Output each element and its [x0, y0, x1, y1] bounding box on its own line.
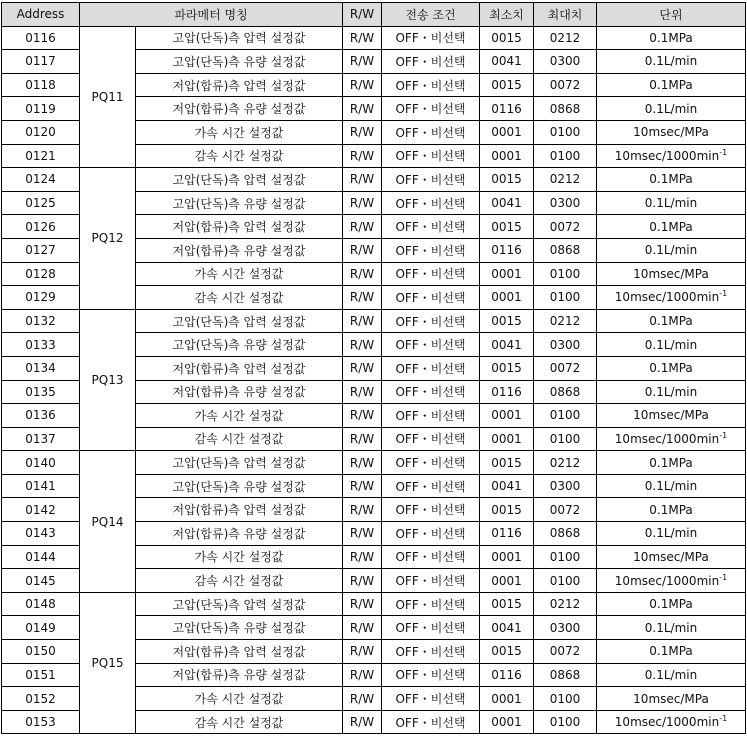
max-cell: 0072	[534, 215, 597, 239]
max-cell: 0100	[534, 262, 597, 286]
unit-cell	[597, 97, 746, 121]
max-cell: 0300	[534, 616, 597, 640]
max-cell: 0212	[534, 168, 597, 192]
unit-text: 0.1L/min	[644, 526, 698, 541]
unit-cell	[597, 120, 746, 144]
unit-text: 0.1MPa	[649, 502, 693, 517]
min-cell: 0001	[480, 569, 534, 593]
address-cell: 0150	[2, 640, 80, 664]
transfer-condition-cell: OFF・비선택	[382, 687, 480, 711]
rw-cell: R/W	[343, 144, 382, 168]
group-cell: PQ14	[80, 451, 136, 593]
min-cell: 0001	[480, 687, 534, 711]
unit-cell	[597, 238, 746, 262]
transfer-condition-cell: OFF・비선택	[382, 545, 480, 569]
address-cell: 0151	[2, 663, 80, 687]
unit-cell	[597, 569, 746, 593]
max-cell: 0300	[534, 50, 597, 74]
transfer-condition-cell: OFF・비선택	[382, 144, 480, 168]
table-row	[2, 451, 746, 475]
unit-cell	[597, 498, 746, 522]
rw-cell: R/W	[343, 427, 382, 451]
transfer-condition-cell: OFF・비선택	[382, 191, 480, 215]
unit-text: 0.1L/min	[644, 479, 698, 494]
min-cell: 0001	[480, 286, 534, 310]
parameter-name-cell: 가속 시간 설정값	[136, 545, 343, 569]
max-cell: 0072	[534, 73, 597, 97]
max-cell: 0212	[534, 451, 597, 475]
transfer-condition-cell: OFF・비선택	[382, 640, 480, 664]
max-cell: 0100	[534, 569, 597, 593]
min-cell: 0041	[480, 474, 534, 498]
unit-text: 10msec/MPa	[633, 691, 709, 706]
parameter-name-cell: 가속 시간 설정값	[136, 120, 343, 144]
transfer-condition-cell: OFF・비선택	[382, 474, 480, 498]
unit-text: 0.1L/min	[644, 337, 698, 352]
max-cell: 0300	[534, 474, 597, 498]
rw-cell: R/W	[343, 380, 382, 404]
address-cell: 0143	[2, 522, 80, 546]
unit-cell	[597, 404, 746, 428]
unit-cell	[597, 333, 746, 357]
min-cell: 0001	[480, 710, 534, 734]
transfer-condition-cell: OFF・비선택	[382, 215, 480, 239]
rw-cell: R/W	[343, 569, 382, 593]
rw-cell: R/W	[343, 50, 382, 74]
table-row	[2, 309, 746, 333]
unit-cell	[597, 616, 746, 640]
address-cell: 0127	[2, 238, 80, 262]
address-cell: 0140	[2, 451, 80, 475]
header-parameter-name: 파라메터 명칭	[80, 3, 343, 27]
unit-text: 10msec/MPa	[633, 549, 709, 564]
unit-text: 0.1MPa	[649, 597, 693, 612]
address-cell: 0119	[2, 97, 80, 121]
parameter-name-cell: 고압(단독)측 유량 설정값	[136, 616, 343, 640]
header-rw: R/W	[343, 3, 382, 27]
min-cell: 0116	[480, 238, 534, 262]
parameter-name-cell: 고압(단독)측 압력 설정값	[136, 26, 343, 50]
transfer-condition-cell: OFF・비선택	[382, 262, 480, 286]
address-cell: 0145	[2, 569, 80, 593]
unit-cell	[597, 522, 746, 546]
rw-cell: R/W	[343, 333, 382, 357]
max-cell: 0868	[534, 380, 597, 404]
rw-cell: R/W	[343, 663, 382, 687]
unit-superscript: -1	[719, 430, 728, 440]
max-cell: 0868	[534, 238, 597, 262]
parameter-name-cell: 저압(합류)측 유량 설정값	[136, 238, 343, 262]
max-cell: 0100	[534, 120, 597, 144]
min-cell: 0116	[480, 97, 534, 121]
unit-text: 0.1MPa	[649, 314, 693, 329]
unit-text: 10msec/1000min	[614, 290, 720, 305]
transfer-condition-cell: OFF・비선택	[382, 50, 480, 74]
rw-cell: R/W	[343, 710, 382, 734]
group-cell: PQ12	[80, 168, 136, 310]
group-cell: PQ11	[80, 26, 136, 168]
address-cell: 0153	[2, 710, 80, 734]
address-cell: 0134	[2, 356, 80, 380]
table-body	[2, 26, 746, 734]
max-cell: 0100	[534, 710, 597, 734]
address-cell: 0120	[2, 120, 80, 144]
max-cell: 0100	[534, 687, 597, 711]
min-cell: 0041	[480, 616, 534, 640]
max-cell: 0072	[534, 498, 597, 522]
address-cell: 0132	[2, 309, 80, 333]
unit-cell	[597, 309, 746, 333]
transfer-condition-cell: OFF・비선택	[382, 286, 480, 310]
rw-cell: R/W	[343, 168, 382, 192]
rw-cell: R/W	[343, 474, 382, 498]
header-row	[2, 3, 746, 27]
transfer-condition-cell: OFF・비선택	[382, 569, 480, 593]
parameter-name-cell: 저압(합류)측 압력 설정값	[136, 356, 343, 380]
min-cell: 0001	[480, 545, 534, 569]
unit-text: 10msec/1000min	[614, 148, 720, 163]
rw-cell: R/W	[343, 545, 382, 569]
max-cell: 0868	[534, 97, 597, 121]
unit-text: 0.1L/min	[644, 667, 698, 682]
parameter-name-cell: 고압(단독)측 압력 설정값	[136, 168, 343, 192]
unit-cell	[597, 73, 746, 97]
min-cell: 0041	[480, 191, 534, 215]
max-cell: 0212	[534, 592, 597, 616]
max-cell: 0212	[534, 26, 597, 50]
parameter-table	[1, 2, 746, 734]
min-cell: 0015	[480, 215, 534, 239]
header-max: 최대치	[534, 3, 597, 27]
unit-cell	[597, 50, 746, 74]
transfer-condition-cell: OFF・비선택	[382, 451, 480, 475]
min-cell: 0041	[480, 50, 534, 74]
unit-text: 0.1L/min	[644, 620, 698, 635]
rw-cell: R/W	[343, 404, 382, 428]
unit-text: 0.1L/min	[644, 384, 698, 399]
transfer-condition-cell: OFF・비선택	[382, 73, 480, 97]
transfer-condition-cell: OFF・비선택	[382, 356, 480, 380]
parameter-name-cell: 감속 시간 설정값	[136, 286, 343, 310]
parameter-name-cell: 저압(합류)측 압력 설정값	[136, 640, 343, 664]
parameter-name-cell: 고압(단독)측 압력 설정값	[136, 592, 343, 616]
min-cell: 0015	[480, 309, 534, 333]
max-cell: 0100	[534, 144, 597, 168]
address-cell: 0142	[2, 498, 80, 522]
address-cell: 0126	[2, 215, 80, 239]
parameter-name-cell: 고압(단독)측 유량 설정값	[136, 191, 343, 215]
min-cell: 0015	[480, 356, 534, 380]
min-cell: 0015	[480, 73, 534, 97]
address-cell: 0137	[2, 427, 80, 451]
address-cell: 0117	[2, 50, 80, 74]
unit-text: 10msec/1000min	[614, 715, 720, 730]
rw-cell: R/W	[343, 238, 382, 262]
max-cell: 0868	[534, 522, 597, 546]
transfer-condition-cell: OFF・비선택	[382, 333, 480, 357]
max-cell: 0100	[534, 286, 597, 310]
rw-cell: R/W	[343, 356, 382, 380]
parameter-name-cell: 고압(단독)측 유량 설정값	[136, 50, 343, 74]
unit-cell	[597, 427, 746, 451]
transfer-condition-cell: OFF・비선택	[382, 663, 480, 687]
transfer-condition-cell: OFF・비선택	[382, 427, 480, 451]
unit-text: 10msec/MPa	[633, 266, 709, 281]
min-cell: 0001	[480, 120, 534, 144]
rw-cell: R/W	[343, 498, 382, 522]
rw-cell: R/W	[343, 73, 382, 97]
unit-cell	[597, 380, 746, 404]
rw-cell: R/W	[343, 191, 382, 215]
header-unit: 단위	[597, 3, 746, 27]
unit-cell	[597, 663, 746, 687]
transfer-condition-cell: OFF・비선택	[382, 404, 480, 428]
unit-cell	[597, 710, 746, 734]
unit-cell	[597, 687, 746, 711]
parameter-name-cell: 저압(합류)측 유량 설정값	[136, 663, 343, 687]
rw-cell: R/W	[343, 309, 382, 333]
parameter-name-cell: 감속 시간 설정값	[136, 710, 343, 734]
min-cell: 0001	[480, 427, 534, 451]
group-cell: PQ13	[80, 309, 136, 451]
address-cell: 0118	[2, 73, 80, 97]
unit-text: 0.1L/min	[644, 54, 698, 69]
unit-text: 0.1MPa	[649, 219, 693, 234]
parameter-name-cell: 저압(합류)측 유량 설정값	[136, 97, 343, 121]
parameter-name-cell: 저압(합류)측 압력 설정값	[136, 215, 343, 239]
transfer-condition-cell: OFF・비선택	[382, 238, 480, 262]
transfer-condition-cell: OFF・비선택	[382, 498, 480, 522]
unit-text: 0.1MPa	[649, 172, 693, 187]
parameter-name-cell: 감속 시간 설정값	[136, 569, 343, 593]
unit-text: 0.1MPa	[649, 78, 693, 93]
unit-text: 10msec/1000min	[614, 431, 720, 446]
transfer-condition-cell: OFF・비선택	[382, 309, 480, 333]
unit-cell	[597, 144, 746, 168]
unit-text: 10msec/MPa	[633, 408, 709, 423]
table-row	[2, 592, 746, 616]
unit-text: 0.1L/min	[644, 243, 698, 258]
unit-cell	[597, 168, 746, 192]
parameter-name-cell: 가속 시간 설정값	[136, 687, 343, 711]
min-cell: 0116	[480, 380, 534, 404]
unit-cell	[597, 356, 746, 380]
unit-text: 0.1MPa	[649, 361, 693, 376]
address-cell: 0152	[2, 687, 80, 711]
address-cell: 0133	[2, 333, 80, 357]
unit-cell	[597, 592, 746, 616]
min-cell: 0116	[480, 522, 534, 546]
parameter-name-cell: 고압(단독)측 유량 설정값	[136, 333, 343, 357]
max-cell: 0212	[534, 309, 597, 333]
rw-cell: R/W	[343, 97, 382, 121]
unit-text: 0.1MPa	[649, 644, 693, 659]
rw-cell: R/W	[343, 640, 382, 664]
transfer-condition-cell: OFF・비선택	[382, 522, 480, 546]
unit-text: 0.1L/min	[644, 196, 698, 211]
unit-text: 10msec/MPa	[633, 125, 709, 140]
max-cell: 0100	[534, 545, 597, 569]
parameter-name-cell: 저압(합류)측 유량 설정값	[136, 522, 343, 546]
address-cell: 0124	[2, 168, 80, 192]
parameter-name-cell: 감속 시간 설정값	[136, 427, 343, 451]
unit-cell	[597, 215, 746, 239]
unit-cell	[597, 451, 746, 475]
max-cell: 0300	[534, 333, 597, 357]
rw-cell: R/W	[343, 592, 382, 616]
max-cell: 0868	[534, 663, 597, 687]
rw-cell: R/W	[343, 26, 382, 50]
unit-superscript: -1	[719, 572, 728, 582]
address-cell: 0136	[2, 404, 80, 428]
parameter-name-cell: 고압(단독)측 유량 설정값	[136, 474, 343, 498]
unit-text: 10msec/1000min	[614, 573, 720, 588]
transfer-condition-cell: OFF・비선택	[382, 380, 480, 404]
unit-text: 0.1L/min	[644, 101, 698, 116]
unit-superscript: -1	[719, 147, 728, 157]
unit-cell	[597, 474, 746, 498]
unit-superscript: -1	[719, 714, 728, 724]
rw-cell: R/W	[343, 522, 382, 546]
parameter-name-cell: 저압(합류)측 압력 설정값	[136, 73, 343, 97]
min-cell: 0015	[480, 640, 534, 664]
rw-cell: R/W	[343, 262, 382, 286]
max-cell: 0072	[534, 356, 597, 380]
rw-cell: R/W	[343, 215, 382, 239]
unit-cell	[597, 545, 746, 569]
parameter-name-cell: 고압(단독)측 압력 설정값	[136, 309, 343, 333]
unit-cell	[597, 262, 746, 286]
unit-cell	[597, 26, 746, 50]
unit-cell	[597, 640, 746, 664]
parameter-name-cell: 저압(합류)측 유량 설정값	[136, 380, 343, 404]
unit-superscript: -1	[719, 289, 728, 299]
table-row	[2, 26, 746, 50]
transfer-condition-cell: OFF・비선택	[382, 120, 480, 144]
transfer-condition-cell: OFF・비선택	[382, 616, 480, 640]
min-cell: 0116	[480, 663, 534, 687]
transfer-condition-cell: OFF・비선택	[382, 710, 480, 734]
address-cell: 0129	[2, 286, 80, 310]
transfer-condition-cell: OFF・비선택	[382, 26, 480, 50]
parameter-name-cell: 가속 시간 설정값	[136, 404, 343, 428]
min-cell: 0001	[480, 262, 534, 286]
parameter-name-cell: 가속 시간 설정값	[136, 262, 343, 286]
max-cell: 0100	[534, 427, 597, 451]
address-cell: 0141	[2, 474, 80, 498]
unit-text: 0.1MPa	[649, 455, 693, 470]
transfer-condition-cell: OFF・비선택	[382, 168, 480, 192]
transfer-condition-cell: OFF・비선택	[382, 592, 480, 616]
header-min: 최소치	[480, 3, 534, 27]
rw-cell: R/W	[343, 616, 382, 640]
min-cell: 0015	[480, 498, 534, 522]
rw-cell: R/W	[343, 120, 382, 144]
header-address: Address	[2, 3, 80, 27]
min-cell: 0015	[480, 168, 534, 192]
max-cell: 0300	[534, 191, 597, 215]
header-transfer-condition: 전송 조건	[382, 3, 480, 27]
address-cell: 0121	[2, 144, 80, 168]
max-cell: 0072	[534, 640, 597, 664]
address-cell: 0128	[2, 262, 80, 286]
address-cell: 0116	[2, 26, 80, 50]
address-cell: 0148	[2, 592, 80, 616]
transfer-condition-cell: OFF・비선택	[382, 97, 480, 121]
rw-cell: R/W	[343, 687, 382, 711]
min-cell: 0015	[480, 451, 534, 475]
parameter-name-cell: 고압(단독)측 압력 설정값	[136, 451, 343, 475]
max-cell: 0100	[534, 404, 597, 428]
address-cell: 0135	[2, 380, 80, 404]
min-cell: 0015	[480, 592, 534, 616]
unit-text: 0.1MPa	[649, 30, 693, 45]
table-row	[2, 168, 746, 192]
address-cell: 0149	[2, 616, 80, 640]
min-cell: 0015	[480, 26, 534, 50]
min-cell: 0001	[480, 404, 534, 428]
address-cell: 0144	[2, 545, 80, 569]
parameter-name-cell: 감속 시간 설정값	[136, 144, 343, 168]
unit-cell	[597, 286, 746, 310]
min-cell: 0001	[480, 144, 534, 168]
unit-cell	[597, 191, 746, 215]
min-cell: 0041	[480, 333, 534, 357]
rw-cell: R/W	[343, 451, 382, 475]
address-cell: 0125	[2, 191, 80, 215]
parameter-name-cell: 저압(합류)측 압력 설정값	[136, 498, 343, 522]
group-cell: PQ15	[80, 592, 136, 734]
rw-cell: R/W	[343, 286, 382, 310]
